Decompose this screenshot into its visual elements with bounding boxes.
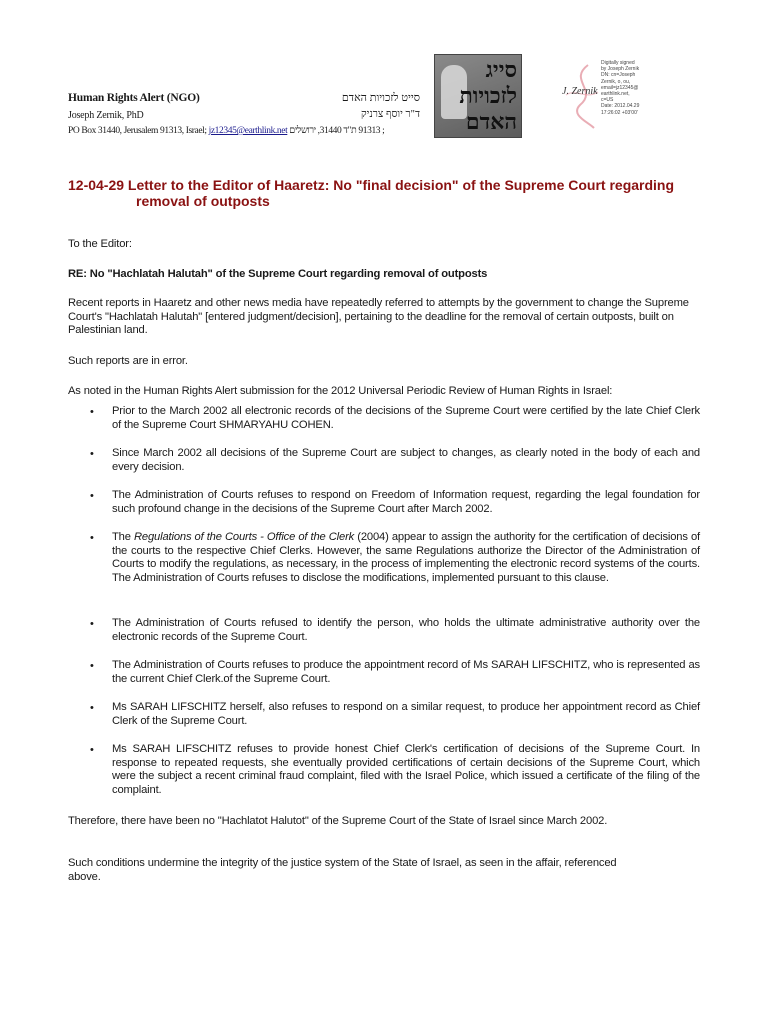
bullet-item-1: Prior to the March 2002 all electronic records of the decisions of the Supreme Court were certified by the late Chief Clerk of the Supreme Court SHMARYAHU COHEN.	[112, 405, 700, 431]
logo-text-line1: סייג	[485, 57, 517, 82]
logo-text-line3: האדם	[465, 109, 517, 134]
paragraph-3: As noted in the Human Rights Alert submission for the 2012 Universal Periodic Review of Human Rights in Israel:	[68, 385, 613, 397]
signature-line: Zernik, o, ou,	[601, 78, 631, 85]
regulations-title: Regulations of the Courts - Office of the Clerk	[133, 531, 355, 543]
bullet-marker: •	[90, 618, 94, 630]
paragraph-2: Such reports are in error.	[68, 355, 188, 367]
org-person: Joseph Zernik, PhD	[68, 110, 144, 121]
logo-text-line2: לזכויות	[459, 83, 517, 108]
hebrew-org-name: סייט לזכויות האדם	[341, 92, 420, 104]
paragraph-1: Recent reports in Haaretz and other news media have repeatedly referred to attempts by the government to change the Supreme Court's "Hachlatah Halutah" [entered judgment/decision], pertaining to the deadline for the removal of certain outposts, built on Palestinian land.	[68, 297, 689, 337]
paragraph-4: Therefore, there have been no "Hachlatot Halutot" of the Supreme Court of the State of Israel since March 2002.	[68, 815, 608, 827]
re-line: RE: No "Hachlatah Halutah" of the Supreme Court regarding removal of outposts	[68, 268, 488, 280]
bullet-marker: •	[90, 744, 94, 756]
signature-line: c=US	[601, 97, 614, 104]
bullet-item-5: The Administration of Courts refused to identify the person, who holds the ultimate administrative authority over the electronic records of the Supreme Court.	[112, 617, 700, 643]
org-name: Human Rights Alert (NGO)	[68, 92, 200, 104]
signature-line: by Joseph Zernik	[601, 66, 640, 73]
title-line1: 12-04-29 Letter to the Editor of Haaretz: No "final decision" of the Supreme Court regarding	[68, 177, 675, 193]
bullet4-rest: (2004) appear to assign the authority for the certification of decisions of the courts to the respective Chief Clerks. However, the same Regulations authorize the Director of the Administration of Courts to modify the regulations, as necessary, in the process of implementing the electronic record systems of the courts. The Administration of Courts refuses to disclose the modifications, implemented pursuant to this clause.	[112, 531, 700, 585]
address-prefix: PO Box 31440, Jerusalem 91313, Israel;	[68, 126, 209, 136]
signature-handwritten: J. Zernik	[562, 86, 598, 97]
signature-line: Date: 2012.04.29	[601, 103, 640, 110]
paragraph-5: Such conditions undermine the integrity of the justice system of the State of Israel, as seen in the affair, referenced above.	[68, 857, 617, 883]
bullet-item-4	[112, 531, 700, 586]
bullet-marker: •	[90, 448, 94, 460]
signature-line: email=jz12345@	[601, 84, 639, 91]
signature-line: DN: cn=Joseph	[601, 72, 636, 79]
letter-title	[68, 178, 708, 209]
bullet-item-2: Since March 2002 all decisions of the Supreme Court are subject to changes, as clearly noted in the body of each and every decision.	[112, 447, 700, 473]
email-link[interactable]: jz12345@earthlink.net	[208, 126, 288, 136]
bullet-marker: •	[90, 490, 94, 502]
signature-line: earthlink.net,	[601, 91, 630, 98]
bullet-item-3: The Administration of Courts refuses to respond on Freedom of Information request, regarding the legal foundation for such profound change in the decisions of the Supreme Court after March 2002.	[112, 489, 700, 515]
signature-details	[601, 60, 673, 116]
salutation: To the Editor:	[68, 238, 132, 250]
address-hebrew: ; 91313 ת"ד 31440, ירושלים	[289, 126, 385, 136]
org-logo	[434, 54, 522, 138]
bullet-item-6: The Administration of Courts refuses to produce the appointment record of Ms SARAH LIFSCHITZ, who is represented as the current Chief Clerk.of the Supreme Court.	[112, 659, 700, 685]
hebrew-person: ד"ר יוסף צרניק	[360, 109, 420, 120]
bullet4-prefix: The	[112, 531, 134, 543]
signature-line: 17:26:02 +03'00'	[601, 109, 638, 116]
bullet-marker: •	[90, 532, 94, 544]
bullet-marker: •	[90, 406, 94, 418]
signature-line: Digitally signed	[601, 60, 635, 66]
bullet-marker: •	[90, 660, 94, 672]
bullet-marker: •	[90, 702, 94, 714]
title-line2: removal of outposts	[136, 192, 270, 209]
bullet-item-7: Ms SARAH LIFSCHITZ herself, also refuses to respond on a similar request, to produce her appointment record as Chief Clerk of the Supreme Court.	[112, 701, 700, 727]
bullet-item-8: Ms SARAH LIFSCHITZ refuses to provide honest Chief Clerk's certification of decisions of the Supreme Court. In response to repeated requests, she eventually provided certifications of certain decisions of the Supreme Court, which were the subject a recent criminal fraud complaint, filed with the Israel Police, which issued a certificate of the filing of the complaint.	[112, 743, 700, 797]
org-address	[68, 126, 384, 136]
